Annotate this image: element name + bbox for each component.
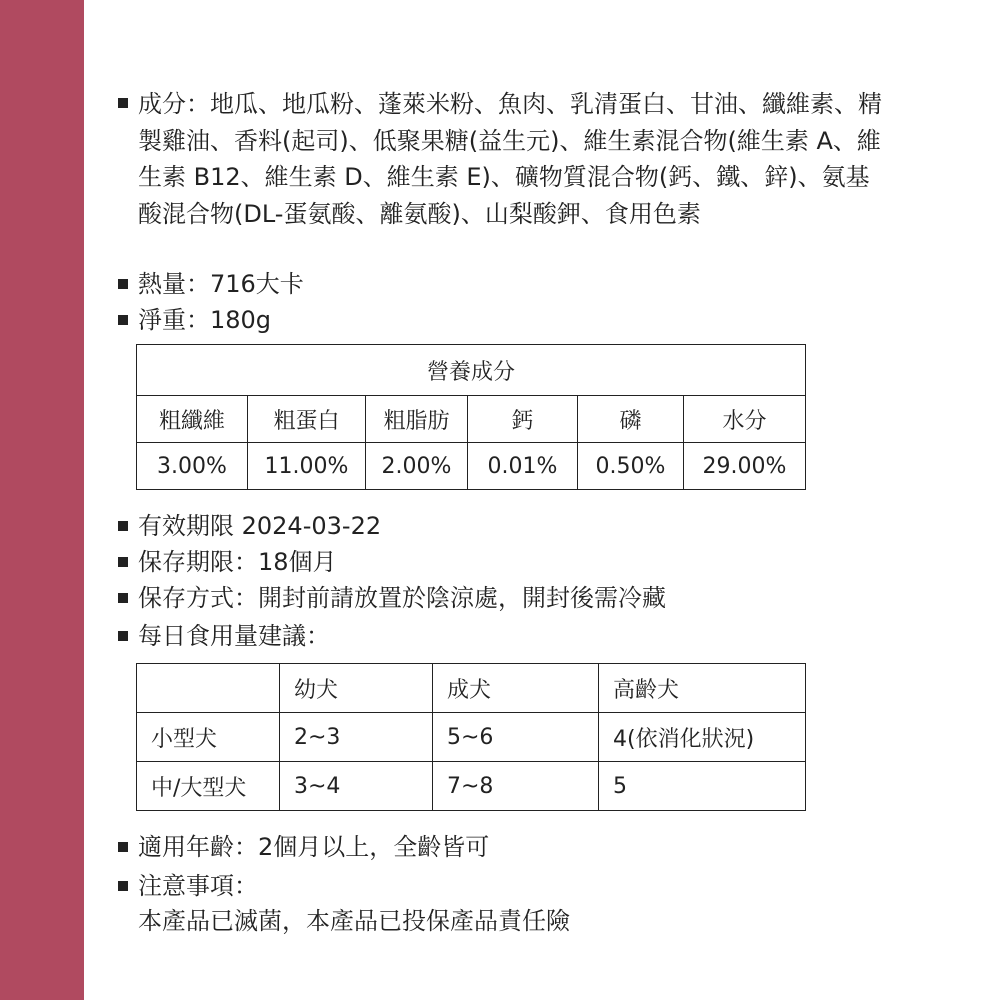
daily-cell: 中/大型犬 (137, 762, 280, 811)
notes-label: 注意事項： (138, 872, 258, 900)
bullet-icon (118, 315, 128, 325)
sidebar-accent (0, 0, 84, 1000)
nutrition-value: 11.00% (248, 443, 366, 490)
age-item (118, 830, 489, 865)
bullet-icon (118, 557, 128, 567)
bullet-icon (118, 279, 128, 289)
calories-item (118, 267, 304, 302)
nutrition-value: 0.01% (468, 443, 578, 490)
nutrition-header: 粗纖維 (137, 396, 248, 443)
daily-cell: 5~6 (433, 713, 599, 762)
nutrition-header: 水分 (684, 396, 806, 443)
daily-cell: 3~4 (280, 762, 433, 811)
notes-text: 本產品已滅菌，本產品已投保產品責任險 (138, 907, 570, 935)
daily-cell: 7~8 (433, 762, 599, 811)
daily-header-row (137, 664, 806, 713)
expiry-text: 有效期限 2024-03-22 (138, 512, 382, 540)
nutrition-value-row (137, 443, 806, 490)
daily-cell: 5 (599, 762, 806, 811)
shelf-life-item (118, 545, 337, 580)
daily-cell: 小型犬 (137, 713, 280, 762)
nutrition-value: 29.00% (684, 443, 806, 490)
net-weight-text: 淨重：180g (138, 306, 272, 334)
nutrition-header: 粗脂肪 (366, 396, 468, 443)
notes-item (118, 869, 570, 939)
nutrition-header-row (137, 396, 806, 443)
expiry-item (118, 509, 381, 544)
daily-amount-item (118, 619, 330, 654)
calories-text: 熱量：716大卡 (138, 270, 304, 298)
nutrition-value: 3.00% (137, 443, 248, 490)
storage-item (118, 581, 666, 616)
nutrition-value: 2.00% (366, 443, 468, 490)
daily-amount-label: 每日食用量建議： (138, 622, 330, 650)
daily-cell: 4(依消化狀況) (599, 713, 806, 762)
nutrition-table-title: 營養成分 (137, 345, 806, 396)
ingredients-item (118, 86, 893, 232)
bullet-icon (118, 842, 128, 852)
bullet-icon (118, 631, 128, 641)
shelf-life-text: 保存期限：18個月 (138, 548, 337, 576)
table-row (137, 713, 806, 762)
net-weight-item (118, 303, 271, 338)
daily-amount-table (136, 663, 806, 811)
table-row (137, 762, 806, 811)
nutrition-table (136, 344, 806, 490)
nutrition-header: 鈣 (468, 396, 578, 443)
age-text: 適用年齡：2個月以上，全齡皆可 (138, 833, 490, 861)
daily-cell: 2~3 (280, 713, 433, 762)
daily-header: 幼犬 (280, 664, 433, 713)
daily-header: 高齡犬 (599, 664, 806, 713)
bullet-icon (118, 98, 128, 108)
bullet-icon (118, 593, 128, 603)
ingredients-text: 成分：地瓜、地瓜粉、蓬萊米粉、魚肉、乳清蛋白、甘油、纖維素、精製雞油、香料(起司)、低聚果糖(益生元)、維生素混合物(維生素 A、維生素 B12、維生素 D、維生素 E)、礦物質混合物(鈣、鐵、鋅)、氨基酸混合物(DL-蛋氨酸、離氨酸)、山梨酸鉀、食用色素 (138, 90, 882, 228)
daily-header: 成犬 (433, 664, 599, 713)
nutrition-header: 磷 (578, 396, 684, 443)
bullet-icon (118, 521, 128, 531)
storage-text: 保存方式：開封前請放置於陰涼處，開封後需冷藏 (138, 584, 666, 612)
nutrition-value: 0.50% (578, 443, 684, 490)
nutrition-header: 粗蛋白 (248, 396, 366, 443)
daily-header (137, 664, 280, 713)
bullet-icon (118, 881, 128, 891)
